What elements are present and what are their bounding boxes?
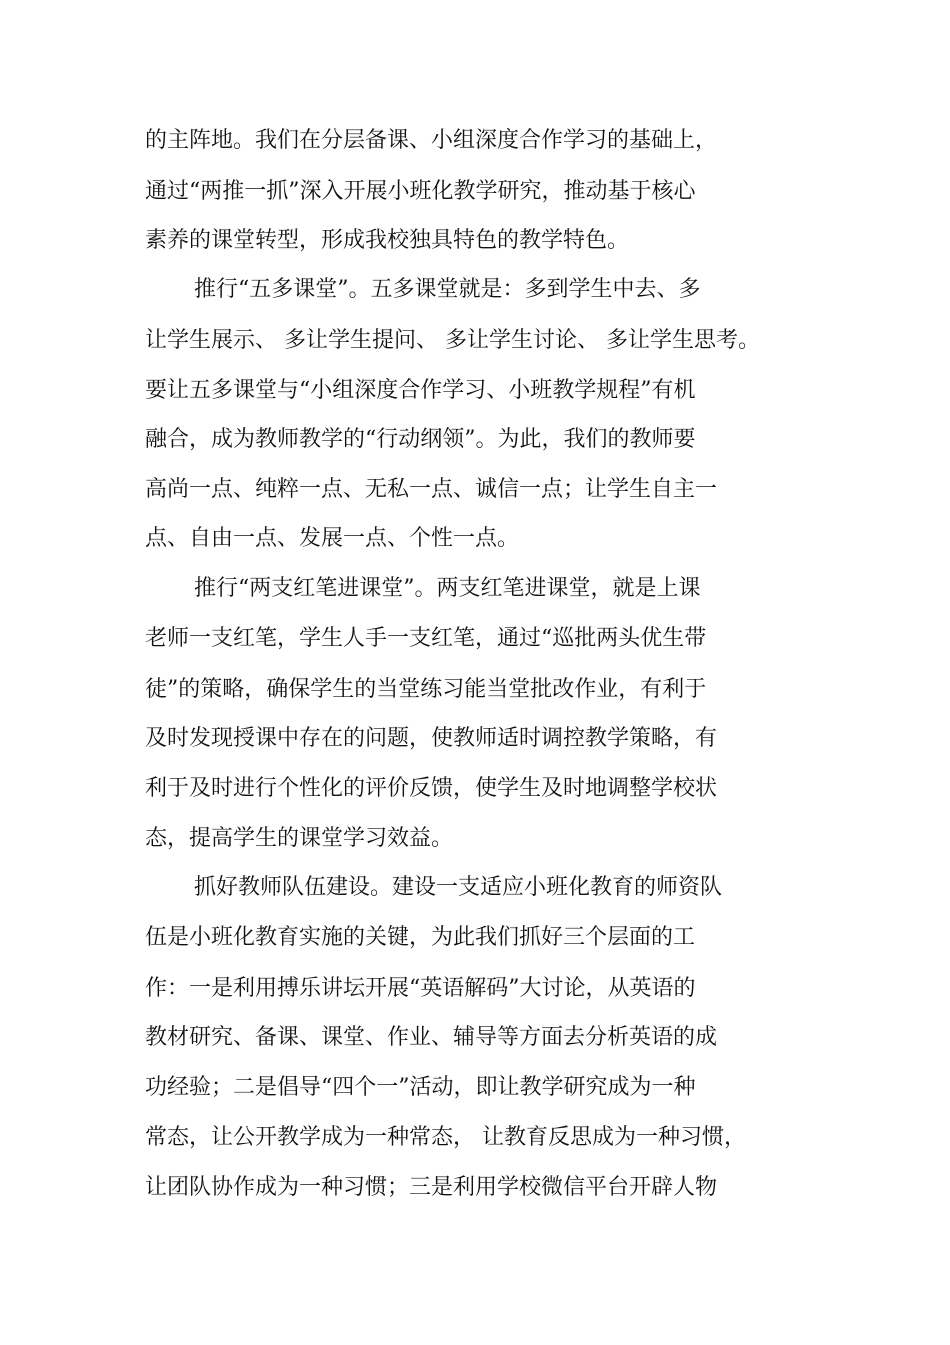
text-line-14: 利于及时进行个性化的评价反馈，使学生及时地调整学校状 <box>145 776 718 801</box>
text-line-11: 老师一支红笔，学生人手一支红笔，通过“巡批两头优生带 <box>145 626 707 651</box>
text-line-22: 让团队协作成为一种习惯；三是利用学校微信平台开辟人物 <box>145 1175 718 1200</box>
text-line-8: 高尚一点、纯粹一点、无私一点、诚信一点；让学生自主一 <box>145 477 718 502</box>
text-line-10: 推行“两支红笔进课堂”。两支红笔进课堂，就是上课 <box>194 576 701 601</box>
text-line-21: 常态，让公开教学成为一种常态， 让教育反思成为一种习惯， <box>145 1125 746 1150</box>
text-line-17: 伍是小班化教育实施的关键，为此我们抓好三个层面的工 <box>145 925 696 950</box>
text-line-4: 推行“五多课堂”。五多课堂就是：多到学生中去、多 <box>194 277 701 302</box>
text-line-13: 及时发现授课中存在的问题，使教师适时调控教学策略，有 <box>145 726 718 751</box>
text-line-19: 教材研究、备课、课堂、作业、辅导等方面去分析英语的成 <box>145 1025 718 1050</box>
text-line-9: 点、自由一点、发展一点、个性一点。 <box>145 526 520 551</box>
text-line-3: 素养的课堂转型，形成我校独具特色的教学特色。 <box>145 228 630 253</box>
text-line-18: 作：一是利用搏乐讲坛开展“英语解码”大讨论，从英语的 <box>145 976 696 1001</box>
text-line-12: 徒”的策略，确保学生的当堂练习能当堂批改作业，有利于 <box>145 677 707 702</box>
text-line-2: 通过“两推一抓”深入开展小班化教学研究，推动基于核心 <box>145 179 696 204</box>
text-line-20: 功经验；二是倡导“四个一”活动，即让教学研究成为一种 <box>145 1075 696 1100</box>
text-line-6: 要让五多课堂与“小组深度合作学习、小班教学规程”有机 <box>145 378 696 403</box>
text-line-15: 态，提高学生的课堂学习效益。 <box>145 826 454 851</box>
text-line-7: 融合，成为教师教学的“行动纲领”。为此，我们的教师要 <box>145 427 696 452</box>
text-line-5: 让学生展示、 多让学生提问、 多让学生讨论、 多让学生思考。 <box>145 328 760 353</box>
text-line-1: 的主阵地。我们在分层备课、小组深度合作学习的基础上， <box>145 128 718 153</box>
text-line-16: 抓好教师队伍建设。建设一支适应小班化教育的师资队 <box>194 875 723 900</box>
